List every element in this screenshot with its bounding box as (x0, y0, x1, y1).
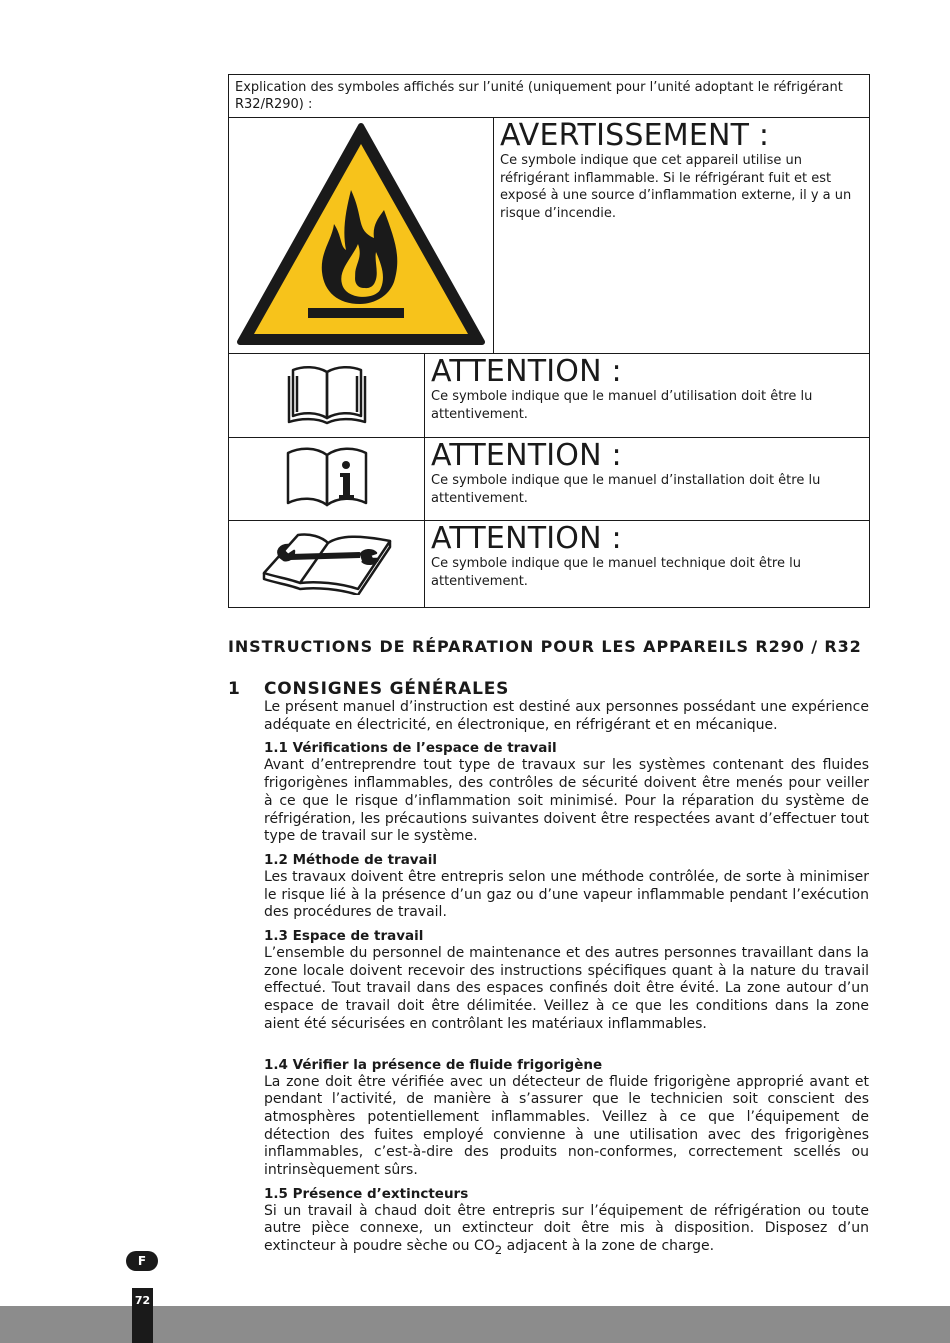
section-content (228, 679, 869, 1260)
caution-text-cell-2 (425, 438, 870, 521)
chapter-intro: Le présent manuel d’instruction est destiné aux personnes possédant une expérience adéquate en électricité, en électronique, en réfrigérant et en mécanique. (264, 699, 869, 733)
caution-text-cell-1 (425, 354, 870, 438)
caution-description-1: Ce symbole indique que le manuel d’utilisation doit être lu attentivement. (431, 389, 813, 422)
chapter-heading (228, 679, 869, 699)
co2-label: $CO_2$ (473, 1238, 503, 1257)
subsection-text-1-2: Les travaux doivent être entrepris selon une méthode contrôlée, de sorte à minimiser le risque lié à la présence d’un gaz ou d’une vapeur inflammable pendant l’exécution des procédures de travail. (264, 868, 869, 921)
caution-title-2: ATTENTION : (431, 438, 622, 473)
caution-description-3: Ce symbole indique que le manuel technique doit être lu attentivement. (431, 556, 801, 589)
caution-text-cell-3 (425, 521, 870, 608)
section-heading: INSTRUCTIONS DE RÉPARATION POUR LES APPAREILS R290 / R32 (228, 637, 862, 656)
open-book-icon (285, 362, 369, 426)
caution-icon-cell-1 (229, 354, 425, 438)
subsection-title-1-2: 1.2 Méthode de travail (264, 851, 437, 868)
warning-title: AVERTISSEMENT : (500, 118, 770, 153)
subsection-text-1-5-end: adjacent à la zone de charge. (502, 1238, 715, 1255)
caution-description-2: Ce symbole indique que le manuel d’installation doit être lu attentivement. (431, 473, 821, 506)
subsection-text-1-5-main: Si un travail à chaud doit être entrepris sur l’équipement de réfrigération ou toute autre pièce connexe, un extincteur doit être mis à disposition. Disposez d’un extincteur à poudre sèche ou (264, 1202, 869, 1255)
warning-icon-cell (229, 118, 494, 354)
warning-text-cell (494, 118, 870, 354)
subsection-title-1-1: 1.1 Vérifications de l’espace de travail (264, 740, 557, 757)
caution-icon-cell-2 (229, 438, 425, 521)
subsection-title-1-3: 1.3 Espace de travail (264, 928, 424, 945)
page-number: 72 (132, 1288, 153, 1343)
chapter-body (264, 699, 869, 1260)
subsection-text-1-1: Avant d’entreprendre tout type de travaux sur les systèmes contenant des fluides frigorigènes inflammables, des contrôles de sécurité doivent être menés pour veiller à ce que le risque d’inflammation soit minimisé. Pour la réparation du système de réfrigération, les précautions suivantes doivent être respectées avant d’effectuer tout type de travail sur le système. (264, 757, 869, 845)
subsection-text-1-4: La zone doit être vérifiée avec un détecteur de fluide frigorigène approprié avant et pendant l’activité, de manière à s’assurer que le technicien soit conscient des atmosphères potentiellement inflammables. Veillez à ce que l’équipement de détection des fuites employé convienne à une utilisation avec des frigorigènes inflammables, c’est-à-dire des produits non-conformes, correctement scellés ou intrinsèquement sûrs. (264, 1073, 869, 1179)
chapter-number: 1 (228, 679, 241, 699)
language-badge: F (126, 1251, 158, 1271)
subsection-text-1-5 (264, 1203, 869, 1260)
subsection-title-1-5: 1.5 Présence d’extincteurs (264, 1185, 469, 1202)
flammable-warning-triangle-icon (234, 120, 488, 348)
symbols-table (228, 74, 870, 608)
symbols-intro: Explication des symboles affichés sur l’unité (uniquement pour l’unité adoptant le réfrigérant R32/R290) : (229, 75, 870, 118)
info-book-icon (282, 445, 372, 509)
caution-title-3: ATTENTION : (431, 521, 622, 556)
chapter-title: CONSIGNES GÉNÉRALES (264, 679, 510, 699)
wrench-book-icon (260, 529, 394, 595)
subsection-text-1-3: L’ensemble du personnel de maintenance et des autres personnes travaillant dans la zone locale doivent recevoir des instructions spécifiques quant à la nature du travail effectué. Tout travail dans des espaces confinés doit être évité. La zone autour d’un espace de travail doit être délimitée. Veillez à ce que les conditions dans la zone aient été sécurisées en contrôlant les matériaux inflammables. (264, 945, 869, 1032)
warning-description: Ce symbole indique que cet appareil utilise un réfrigérant inflammable. Si le réfrigérant fuit et est exposé à une source d’inflammation externe, il y a un risque d’incendie. (500, 153, 852, 221)
subsection-title-1-4: 1.4 Vérifier la présence de fluide frigorigène (264, 1056, 603, 1073)
caution-title-1: ATTENTION : (431, 354, 622, 389)
caution-icon-cell-3 (229, 521, 425, 608)
